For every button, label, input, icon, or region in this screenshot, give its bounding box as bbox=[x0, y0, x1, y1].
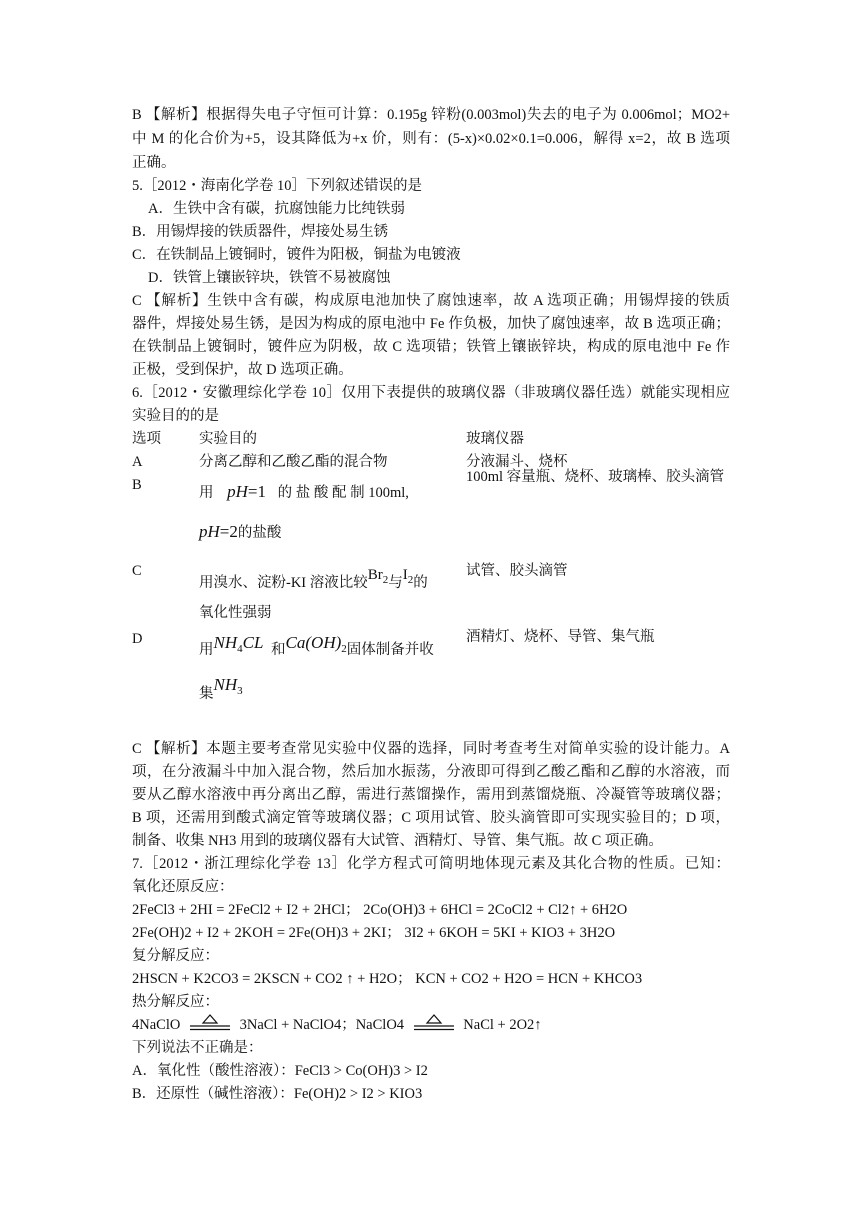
row-b-glassware: 100ml 容量瓶、烧杯、玻璃棒、胶头滴管 bbox=[466, 469, 725, 485]
q6-stem-line-1: 6.［2012・安徽理综化学卷 10］仅用下表提供的玻璃仪器（非玻璃仪器任选）就能实现相应 bbox=[132, 385, 730, 401]
q5-answer-line-1: C 【解析】生铁中含有碳，构成原电池加快了腐蚀速率，故 A 选项正确；用锡焊接的铁质 bbox=[132, 293, 730, 309]
row-d-glassware: 酒精灯、烧杯、导管、集气瓶 bbox=[466, 629, 655, 645]
q5-option-a: A．生铁中含有碳，抗腐蚀能力比纯铁弱 bbox=[148, 201, 405, 217]
row-b-option: B bbox=[132, 477, 142, 493]
q7-equation-2: 2Fe(OH)2 + I2 + 2KOH = 2Fe(OH)3 + 2KI； 3I2 + 6KOH = 5KI + KIO3 + 3H2O bbox=[132, 925, 616, 941]
q4-answer-line-3: 正确。 bbox=[132, 155, 176, 171]
table-header-option: 选项 bbox=[132, 431, 161, 447]
row-a-goal: 分离乙醇和乙酸乙酯的混合物 bbox=[199, 454, 388, 470]
q7-question: 下列说法不正确是： bbox=[132, 1040, 263, 1056]
q7-equation-1: 2FeCl3 + 2HI = 2FeCl2 + I2 + 2HCl； 2Co(OH)3 + 6HCl = 2CoCl2 + Cl2↑ + 6H2O bbox=[132, 902, 628, 918]
q5-option-d: D．铁管上镶嵌锌块，铁管不易被腐蚀 bbox=[148, 270, 391, 286]
q4-answer-line-1: B 【解析】根据得失电子守恒可计算：0.195g 锌粉(0.003mol)失去的电子为 0.006mol；MO2+ bbox=[132, 107, 730, 123]
table-header-goal: 实验目的 bbox=[199, 431, 257, 447]
ph-symbol: pH bbox=[199, 522, 220, 541]
heat-triangle-icon bbox=[412, 1014, 456, 1032]
ph-symbol: pH bbox=[227, 482, 248, 501]
row-d-option: D bbox=[132, 631, 143, 647]
q7-equation-3: 2HSCN + K2CO3 = 2KSCN + CO2 ↑ + H2O； KCN + CO2 + H2O = HCN + KHCO3 bbox=[132, 971, 643, 987]
row-a-option: A bbox=[132, 454, 143, 470]
q6-answer-line-1: C 【解析】本题主要考查常见实验中仪器的选择，同时考查考生对简单实验的设计能力。A bbox=[132, 741, 730, 757]
q7-stem: 7.［2012・浙江理综化学卷 13］化学方程式可简明地体现元素及其化合物的性质。已知： bbox=[132, 856, 730, 872]
q5-option-c: C．在铁制品上镀铜时，镀件为阳极，铜盐为电镀液 bbox=[132, 247, 461, 263]
q6-answer-line-3: 要从乙醇水溶液中再分离出乙醇，需进行蒸馏操作，需用到蒸馏烧瓶、冷凝管等玻璃仪器； bbox=[132, 787, 730, 803]
q5-answer-line-4: 正极，受到保护，故 D 选项正确。 bbox=[132, 362, 353, 378]
row-d-goal-line-1: 用$NH_4CL$ 和$Ca(OH)_2$固体制备并收 bbox=[199, 633, 434, 658]
row-b-goal-line-2: pH=2的盐酸 bbox=[199, 522, 282, 541]
q7-metathesis-heading: 复分解反应： bbox=[132, 948, 219, 964]
row-a-glassware: 分液漏斗、烧杯 bbox=[466, 454, 568, 470]
q5-stem: 5.［2012・海南化学卷 10］下列叙述错误的是 bbox=[132, 178, 422, 194]
row-c-option: C bbox=[132, 563, 142, 579]
q5-option-b: B．用锡焊接的铁质器件，焊接处易生锈 bbox=[132, 224, 389, 240]
q7-equation-4: 4NaClO 3NaCl + NaClO4；NaClO4 NaCl + 2O2↑ bbox=[132, 1014, 542, 1036]
q5-answer-line-2: 器件，焊接处易生锈，是因为构成的原电池中 Fe 作负极，加快了腐蚀速率，故 B 选项正确； bbox=[132, 316, 730, 332]
q6-answer-line-5: 制备、收集 NH3 用到的玻璃仪器有大试管、酒精灯、导管、集气瓶。故 C 项正确。 bbox=[132, 833, 663, 849]
q7-redox-heading: 氧化还原反应： bbox=[132, 879, 234, 895]
q6-answer-line-4: B 项，还需用到酸式滴定管等玻璃仪器；C 项用试管、胶头滴管即可实现实验目的；D 项， bbox=[132, 810, 730, 826]
heat-triangle-icon bbox=[188, 1014, 232, 1032]
row-c-goal-line-1: 用溴水、淀粉-KI 溶液比较Br$^2$与$I^2$的 bbox=[199, 567, 428, 591]
row-d-goal-line-2: 集$NH^3$ bbox=[199, 675, 243, 702]
row-c-goal-line-2: 氧化性强弱 bbox=[199, 605, 272, 621]
q7-option-a: A．氧化性（酸性溶液）：FeCl3 > Co(OH)3 > I2 bbox=[132, 1063, 428, 1079]
table-header-glassware: 玻璃仪器 bbox=[466, 431, 524, 447]
q6-answer-line-2: 项，在分液漏斗中加入混合物，然后加水振荡，分液即可得到乙酸乙酯和乙醇的水溶液，而 bbox=[132, 764, 730, 780]
q7-thermal-heading: 热分解反应： bbox=[132, 994, 219, 1010]
q7-option-b: B．还原性（碱性溶液）：Fe(OH)2 > I2 > KIO3 bbox=[132, 1086, 423, 1102]
q6-stem-line-2: 实验目的的是 bbox=[132, 408, 219, 424]
q5-answer-line-3: 在铁制品上镀铜时，镀件应为阴极，故 C 选项错；铁管上镶嵌锌块，构成的原电池中 Fe 作 bbox=[132, 339, 730, 355]
q4-answer-line-2: 中 M 的化合价为+5，设其降低为+x 价，则有：(5-x)×0.02×0.1=0.006，解得 x=2，故 B 选项 bbox=[132, 131, 730, 147]
row-b-goal-line-1: 用 pH=1 的 盐 酸 配 制 100ml, bbox=[199, 482, 409, 501]
row-c-glassware: 试管、胶头滴管 bbox=[466, 563, 568, 579]
